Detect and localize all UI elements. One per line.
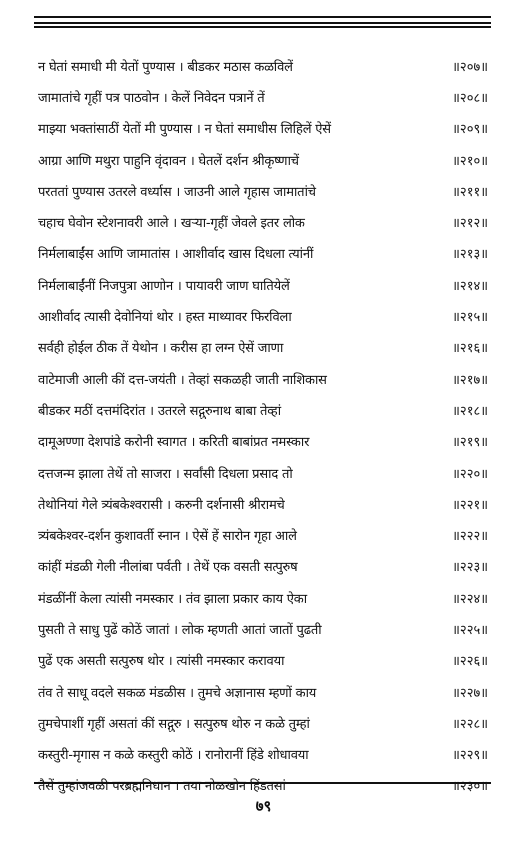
verse-line	[38, 81, 488, 112]
verse-text: माझ्या भक्तांसाठीं येतों मी पुण्यास । न घेतां समाधीस लिहिलें ऐसें	[38, 122, 331, 138]
verse-line	[38, 707, 488, 738]
verse-number: ॥२२८॥	[452, 716, 488, 732]
verse-text: दामूअण्णा देशपांडे करोनी स्वागत । करिती बाबांप्रत नमस्कार	[38, 435, 310, 451]
verse-text: सर्वही होईल ठीक तें येथोन । करीस हा लग्न ऐसें जाणा	[38, 341, 284, 357]
verse-text: दत्तजन्म झाला तेथें तो साजरा । सर्वांसी दिधला प्रसाद तो	[38, 466, 293, 482]
verse-text: तंव ते साधू वदले सकळ मंडळीस । तुमचे अज्ञानास म्हणों काय	[38, 685, 317, 701]
verse-line	[38, 144, 488, 175]
verse-number: ॥२२१॥	[452, 497, 488, 513]
verse-text: चहाच घेवोन स्टेशनावरी आले । खऱ्या-गृहीं जेवले इतर लोक	[38, 216, 305, 232]
verse-text: त्र्यंबकेश्वर-दर्शन कुशावर्ती स्नान । ऐसें हें सारोन गृहा आले	[38, 529, 297, 545]
verse-text: मंडळींनीं केला त्यांसी नमस्कार । तंव झाला प्रकार काय ऐका	[38, 591, 307, 607]
verse-number: ॥२०७॥	[452, 59, 488, 75]
verse-number: ॥२१९॥	[452, 435, 488, 451]
verse-number: ॥२०९॥	[452, 122, 488, 138]
verse-number: ॥२२४॥	[452, 591, 488, 607]
verse-line	[38, 551, 488, 582]
verse-text: न घेतां समाधी मी येतों पुण्यास । बीडकर मठास कळविलें	[38, 59, 293, 75]
verse-line	[38, 426, 488, 457]
verse-line	[38, 238, 488, 269]
verse-text: कांहीं मंडळी गेली नीलांबा पर्वती । तेथें एक वसती सत्पुरुष	[38, 560, 298, 576]
verse-text: आशीर्वाद त्यासी देवोनियां थोर । हस्त माथ्यावर फिरविला	[38, 310, 292, 326]
verse-number: ॥२१७॥	[452, 372, 488, 388]
verse-text: बीडकर मठीं दत्तमंदिरांत । उतरले सद्गुरुनाथ बाबा तेव्हां	[38, 403, 281, 419]
verse-number: ॥२२७॥	[452, 685, 488, 701]
verse-line	[38, 613, 488, 644]
verse-number: ॥२१२॥	[452, 216, 488, 232]
verse-text: निर्मलाबाईंनीं निजपुत्रा आणोन । पायावरी जाण घातियेलें	[38, 278, 290, 294]
verse-number: ॥२२३॥	[452, 560, 488, 576]
verse-text: कस्तुरी-मृगास न कळे कस्तुरी कोठें । रानोरानीं हिंडे शोधावया	[38, 748, 309, 764]
verse-number: ॥२२५॥	[452, 622, 488, 638]
verse-number: ॥२२२॥	[452, 529, 488, 545]
verse-number: ॥२३०॥	[452, 779, 488, 795]
verse-number: ॥२२६॥	[452, 654, 488, 670]
verse-number: ॥२१४॥	[452, 278, 488, 294]
verse-number: ॥२२०॥	[452, 466, 488, 482]
verse-number: ॥२११॥	[452, 184, 488, 200]
page-number: ७९	[255, 797, 272, 815]
verse-line	[38, 739, 488, 770]
verse-line	[38, 457, 488, 488]
verse-line	[38, 394, 488, 425]
verse-text: तेथोनियां गेले त्र्यंबकेश्वरासी । करुनी दर्शनासी श्रीरामचे	[38, 497, 285, 513]
verse-text: तैसें तुम्हांजवळी परब्रह्मनिधान । तया नोळखोन हिंडतसां	[38, 779, 286, 795]
verse-text: जामातांचे गृहीं पत्र पाठवोन । केलें निवेदन पत्रानें तें	[38, 90, 265, 106]
verse-line	[38, 676, 488, 707]
verse-number: ॥२१६॥	[452, 341, 488, 357]
verse-line	[38, 582, 488, 613]
verse-number: ॥२१५॥	[452, 310, 488, 326]
verse-number: ॥२२९॥	[452, 748, 488, 764]
verse-line	[38, 50, 488, 81]
verse-line	[38, 332, 488, 363]
verse-text: पुढें एक असती सत्पुरुष थोर । त्यांसी नमस्कार करावया	[38, 654, 285, 670]
verse-number: ॥२१३॥	[452, 247, 488, 263]
verse-line	[38, 645, 488, 676]
verse-text: आग्रा आणि मथुरा पाहुनि वृंदावन । घेतलें दर्शन श्रीकृष्णाचें	[38, 153, 299, 169]
top-border-inner-rule	[34, 26, 491, 28]
verse-text: वाटेमाजी आली कीं दत्त-जयंती । तेव्हां सकळही जाती नाशिकास	[38, 372, 327, 388]
verse-text: पुसती ते साधु पुढें कोठें जातां । लोक म्हणती आतां जातों पुढती	[38, 622, 322, 638]
verse-line	[38, 206, 488, 237]
verse-number: ॥२०८॥	[452, 90, 488, 106]
verse-text: परततां पुण्यास उतरले वर्ध्यास । जाउनी आले गृहास जामातांचे	[38, 184, 316, 200]
verse-list	[38, 50, 488, 801]
verse-line	[38, 363, 488, 394]
verse-line	[38, 269, 488, 300]
verse-number: ॥२१०॥	[452, 153, 488, 169]
verse-line	[38, 519, 488, 550]
verse-line	[38, 300, 488, 331]
verse-number: ॥२१८॥	[452, 403, 488, 419]
bottom-rule	[34, 782, 491, 784]
verse-text: तुमचेपाशीं गृहीं असतां कीं सद्गुरु । सत्पुरुष थोरु न कळे तुम्हां	[38, 716, 310, 732]
verse-line	[38, 175, 488, 206]
verse-text: निर्मलाबाईंस आणि जामातांस । आशीर्वाद खास दिधला त्यांनीं	[38, 247, 314, 263]
verse-line	[38, 113, 488, 144]
top-border	[34, 16, 491, 24]
verse-line	[38, 488, 488, 519]
